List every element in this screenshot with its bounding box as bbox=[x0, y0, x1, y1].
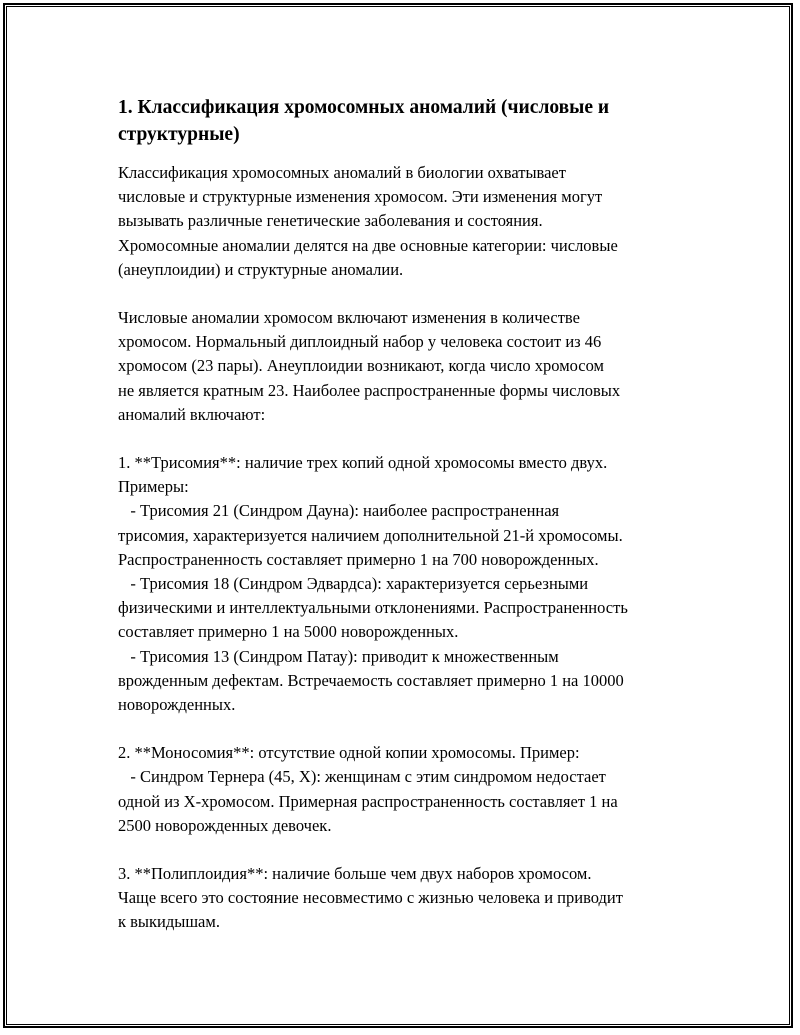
document-content bbox=[118, 94, 708, 959]
intro-paragraph: Классификация хромосомных аномалий в биологии охватывает числовые и структурные изменения хромосом. Эти изменения могут вызывать различные генетические заболевания и состояния. Хромосомные аномалии делятся на две основные категории: числовые (анеуплоидии) и структурные аномалии. bbox=[118, 163, 618, 279]
polyploidy-list-item: 3. **Полиплоидия**: наличие больше чем двух наборов хромосом. Чаще всего это состояние несовместимо с жизнью человека и приводит к выкидышам. bbox=[118, 864, 623, 932]
section-heading: 1. Классификация хромосомных аномалий (числовые и структурные) bbox=[118, 97, 610, 145]
numerical-anomalies-paragraph: Числовые аномалии хромосом включают изменения в количестве хромосом. Нормальный диплоидный набор у человека состоит из 46 хромосом (23 пары). Анеуплоидии возникают, когда число хромосом не является кратным 23. Наиболее распространенные формы числовых аномалий включают: bbox=[118, 308, 621, 424]
monosomy-list-item: 2. **Моносомия**: отсутствие одной копии хромосомы. Пример: - Синдром Тернера (45, X): женщинам с этим синдромом недостает одной из X-хромосом. Примерная распространенность составляет 1 на 2500 новорожденных девочек. bbox=[118, 743, 618, 835]
trisomy-list-item: 1. **Трисомия**: наличие трех копий одной хромосомы вместо двух. Примеры: - Трисомия 21 (Синдром Дауна): наиболее распространенная трисомия, характеризуется наличием дополнительной 21-й хромосомы. Распространенность составляет примерно 1 на 700 новорожденных. - Трисомия 18 (Синдром Эдвардса): характеризуется серьезными физическими и интеллектуальными отклонениями. Распространенность составляет примерно 1 на 5000 новорожденных. - Трисомия 13 (Синдром Патау): приводит к множественным врожденным дефектам. Встречаемость составляет примерно 1 на 10000 новорожденных. bbox=[118, 453, 628, 715]
